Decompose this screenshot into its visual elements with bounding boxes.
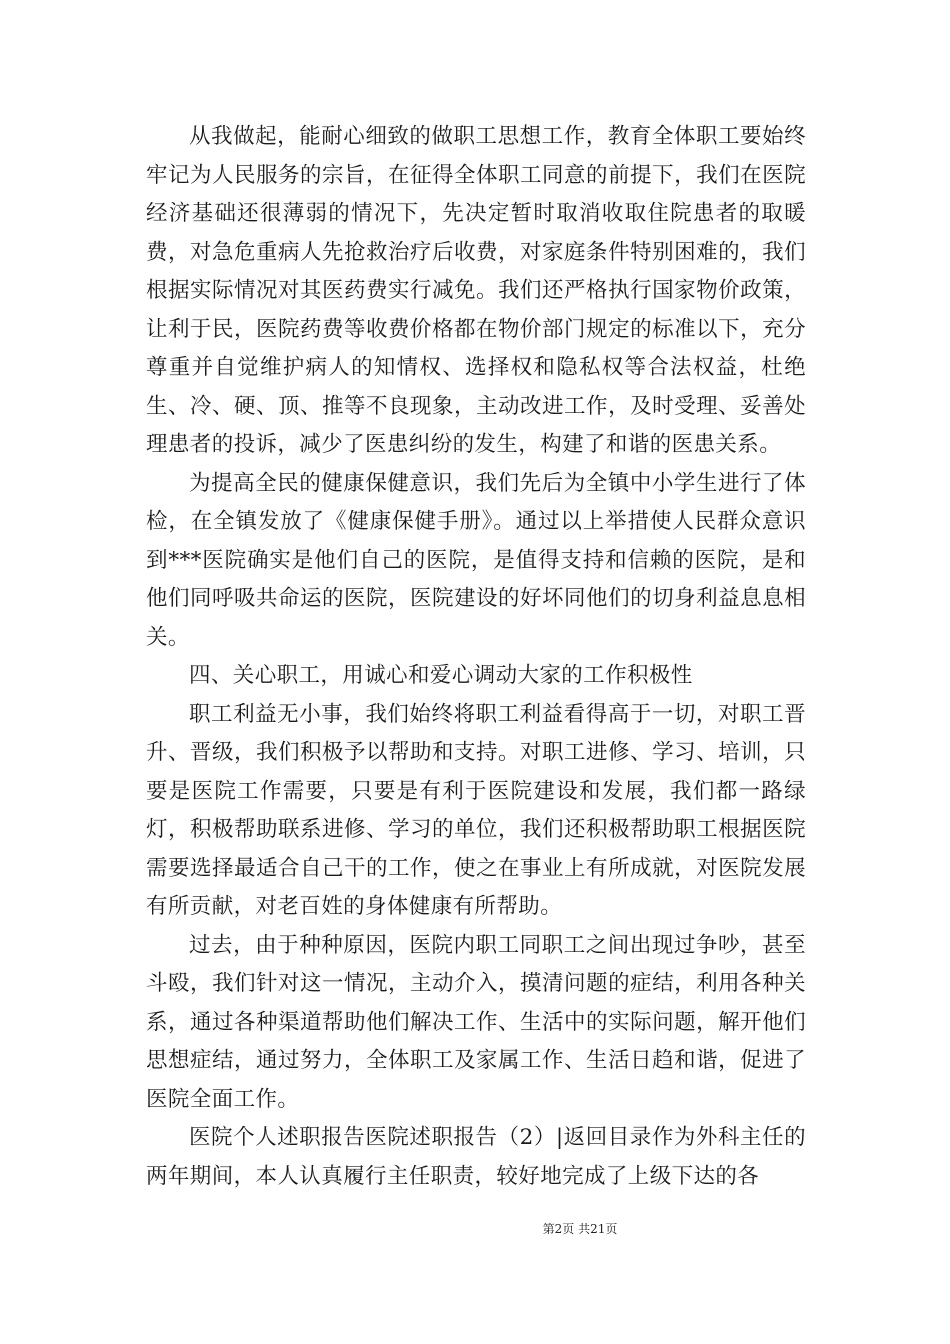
- footer-page-number: 2: [554, 1222, 563, 1236]
- paragraph-1: 从我做起，能耐心细致的做职工思想工作，教育全体职工要始终牢记为人民服务的宗旨，在征得全体职工同意的前提下，我们在医院经济基础还很薄弱的情况下，先决定暂时取消收取住院患者的取暖费，对急危重病人先抢救治疗后收费，对家庭条件特别困难的，我们根据实际情况对其医药费实行减免。我们还严格执行国家物价政策，让利于民，医院药费等收费价格都在物价部门规定的标准以下，充分尊重并自觉维护病人的知情权、选择权和隐私权等合法权益，杜绝生、冷、硬、顶、推等不良现象，主动改进工作，及时受理、妥善处理患者的投诉，减少了医患纠纷的发生，构建了和谐的医患关系。: [146, 124, 806, 457]
- paragraph-3: 职工利益无小事，我们始终将职工利益看得高于一切，对职工晋升、晋级，我们积极予以帮助和支持。对职工进修、学习、培训，只要是医院工作需要，只要是有利于医院建设和发展，我们都一路绿灯，积极帮助联系进修、学习的单位，我们还积极帮助职工根据医院需要选择最适合自己干的工作，使之在事业上有所成就，对医院发展有所贡献，对老百姓的身体健康有所帮助。: [146, 701, 806, 919]
- footer-suffix: 页: [605, 1222, 618, 1236]
- paragraph-4: 过去，由于种种原因，医院内职工同职工之间出现过争吵，甚至斗殴，我们针对这一情况，主动介入，摸清问题的症结，利用各种关系，通过各种渠道帮助他们解决工作、生活中的实际问题，解开他们思想症结，通过努力，全体职工及家属工作、生活日趋和谐，促进了医院全面工作。: [146, 932, 806, 1112]
- footer-prefix: 第: [542, 1222, 555, 1236]
- section-heading-4: 四、关心职工，用诚心和爱心调动大家的工作积极性: [189, 663, 693, 688]
- footer-middle: 页 共: [562, 1222, 591, 1236]
- document-body: [146, 118, 806, 1196]
- paragraph-2: 为提高全民的健康保健意识，我们先后为全镇中小学生进行了体检，在全镇发放了《健康保健手册》。通过以上举措使人民群众意识到***医院确实是他们自己的医院，是值得支持和信赖的医院，是和他们同呼吸共命运的医院，医院建设的好坏同他们的切身利益息息相关。: [146, 470, 806, 650]
- paragraph-5: 医院个人述职报告医院述职报告（2）|返回目录作为外科主任的两年期间，本人认真履行主任职责，较好地完成了上级下达的各: [146, 1125, 806, 1189]
- page-footer: [0, 1220, 950, 1237]
- footer-total-pages: 21: [590, 1222, 606, 1236]
